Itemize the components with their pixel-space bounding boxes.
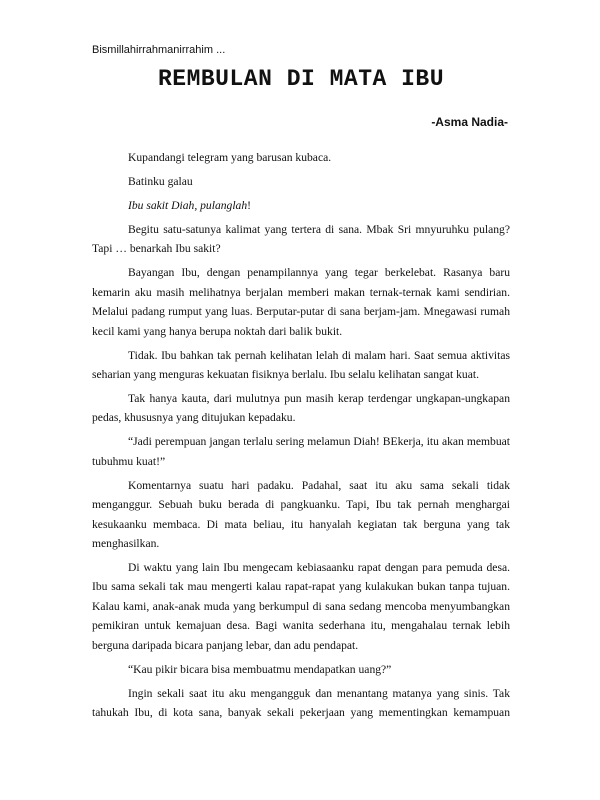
paragraph-6: Tidak. Ibu bahkan tak pernah kelihatan lelah di malam hari. Saat semua aktivitas seharian yang menguras kekuatan fisiknya berlalu. Ibu selalu kelihatan sangat kuat. — [92, 348, 510, 382]
paragraph-3 — [92, 196, 510, 215]
paragraph-11: “Kau pikir bicara bisa membuatmu mendapatkan uang?” — [128, 662, 392, 676]
bismillah-line: Bismillahirrahmanirrahim ... — [92, 44, 226, 56]
paragraph-10: Di waktu yang lain Ibu mengecam kebiasaanku rapat dengan para pemuda desa. Ibu sama sekali tak mau mengerti kalau rapat-rapat yang kulakukan bukan tanpa tujuan. Kalau kami, anak-anak muda yang berkumpul di sana sedang mencoba menyumbangkan pemikiran untuk kemajuan desa. Bagi wanita sederhana itu, mengahalau ternak lebih berguna daripada bicara panjang lebar, dan adu pendapat. — [92, 561, 510, 652]
paragraph-7: Tak hanya kauta, dari mulutnya pun masih kerap terdengar ungkapan-ungkapan pedas, khususnya yang ditujukan kepadaku. — [92, 392, 510, 425]
paragraph-2: Batinku galau — [128, 175, 193, 188]
story-body — [92, 148, 510, 723]
story-title: REMBULAN DI MATA IBU — [157, 66, 445, 92]
paragraph-9: Komentarnya suatu hari padaku. Padahal, saat itu aku sama sekali tidak menganggur. Sebuah buku berada di pangkuanku. Tapi, Ibu tak pernah menghargai kesukaanku membaca. Di mata beliau, itu hanyalah kegiatan tak berguna yang tak menghasilkan. — [92, 478, 510, 551]
paragraph-4: Begitu satu-satunya kalimat yang tertera di sana. Mbak Sri mnyuruhku pulang? Tapi … benarkah Ibu sakit? — [92, 223, 510, 256]
telegram-quote-mark: ! — [247, 199, 252, 212]
author-name: -Asma Nadia- — [431, 115, 508, 129]
paragraph-8: “Jadi perempuan jangan terlalu sering melamun Diah! BEkerja, itu akan membuat tubuhmu kuat!” — [92, 435, 510, 468]
paragraph-5: Bayangan Ibu, dengan penampilannya yang tegar berkelebat. Rasanya baru kemarin aku masih melihatnya berjalan memberi makan ternak-ternak kami sendirian. Melalui padang rumput yang luas. Berputar-putar di sana berjam-jam. Mnegawasi rumah kecil kami yang hanya berupa noktah dari balik bukit. — [92, 266, 510, 338]
paragraph-12: Ingin sekali saat itu aku mengangguk dan menantang matanya yang sinis. Tak tahukah Ibu, di kota sana, banyak sekali pekerjaan yang mementingkan kemampuan — [92, 686, 510, 720]
telegram-quote: Ibu sakit Diah, pulanglah — [128, 199, 248, 212]
paragraph-1: Kupandangi telegram yang barusan kubaca. — [128, 151, 332, 164]
